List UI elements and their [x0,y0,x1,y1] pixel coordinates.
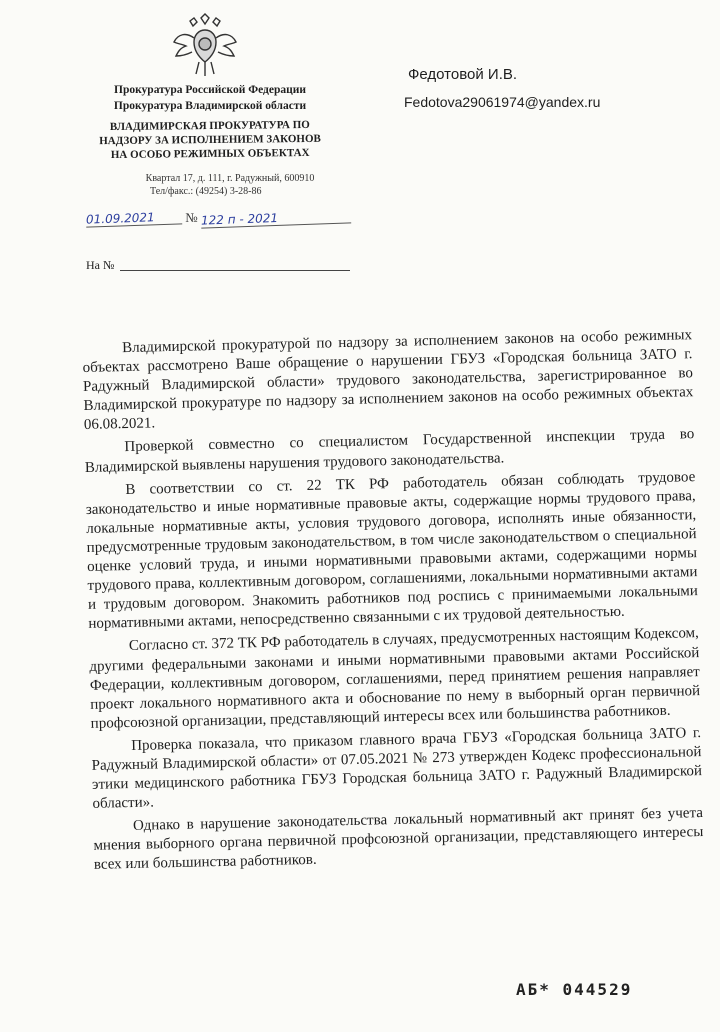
registration-number: 122 п - 2021 [201,208,351,228]
reference-line [86,258,350,273]
coat-of-arms-emblem-icon [170,12,240,80]
paragraph-4: Согласно ст. 372 ТК РФ работодатель в случаях, предусмотренных настоящим Кодексом, другими федеральными законами и иными нормативными правовыми актами Российской Федерации, коллективным договором, соглашениями, перед принятием решения направляет проект локального нормативного акта и обоснование по нему в выборный орган первичной профсоюзной организации, представляющий интересы всех или большинства работников. [89,625,701,732]
department-name [60,117,360,162]
org-line-1: Прокуратура Российской Федерации [114,84,306,96]
org-line-2: Прокуратура Владимирской области [113,100,307,112]
department-line-3: НА ОСОБО РЕЖИМНЫХ ОБЪЕКТАХ [110,146,310,162]
reference-blank [120,270,350,271]
recipient-email: Fedotova29061974@yandex.ru [404,94,601,110]
department-line-1: ВЛАДИМИРСКАЯ ПРОКУРАТУРА ПО [109,118,310,134]
registration-number-label: № [185,210,198,225]
phone: Тел/факс.: (49254) 3-28-86 [150,186,262,197]
registration-line [86,210,351,226]
registration-date: 01.09.2021 [86,209,182,227]
paragraph-6: Однако в нарушение законодательства локальный нормативный акт принят без учета мнения выборного органа первичной профсоюзной организации, представляющего интересы всех или большинства работников. [93,805,704,874]
form-serial-number: АБ* 044529 [516,980,633,999]
paragraph-2: Проверкой совместно со специалистом Государственной инспекции труда во Владимирской выявлены нарушения трудового законодательства. [84,426,695,476]
address: Квартал 17, д. 111, г. Радужный, 600910 [145,173,315,184]
recipient-name: Федотовой И.В. [408,66,518,83]
department-line-2: НАДЗОРУ ЗА ИСПОЛНЕНИЕМ ЗАКОНОВ [99,132,321,148]
paragraph-5: Проверка показала, что приказом главного врача ГБУЗ «Городская больница ЗАТО г. Радужный Владимирской области» от 07.05.2021 № 273 утвержден Кодекс профессиональной этики медицинского работника ГБУЗ Городская больница ЗАТО г. Радужный Владимирской области». [91,724,703,813]
reference-label: На № [86,258,115,272]
letter-body [82,326,704,879]
paragraph-1: Владимирской прокуратурой по надзору за исполнением законов на особо режимных объектах рассмотрено Ваше обращение о нарушении ГБУЗ «Городская больница ЗАТО г. Радужный Владимирской области» трудового законодательства, зарегистрированное во Владимирской прокуратуре по надзору за исполнением законов на особо режимных объектах 06.08.2021. [82,327,694,434]
paragraph-3: В соответствии со ст. 22 ТК РФ работодатель обязан соблюдать трудовое законодательство и иные нормативные правовые акты, содержащие нормы трудового права, локальные нормативные акты, условия трудового договора, исполнять иные обязанности, предусмотренные трудовым законодательством, в том числе законодательством о специальной оценке условий труда, и иными нормативными правовыми актами, содержащими нормы трудового права, коллективным договором, соглашениями, локальными нормативными актами и трудовым договором. Знакомить работников под роспись с принимаемыми локальными нормативными актами, непосредственно связанными с их трудовой деятельностью. [85,468,699,633]
